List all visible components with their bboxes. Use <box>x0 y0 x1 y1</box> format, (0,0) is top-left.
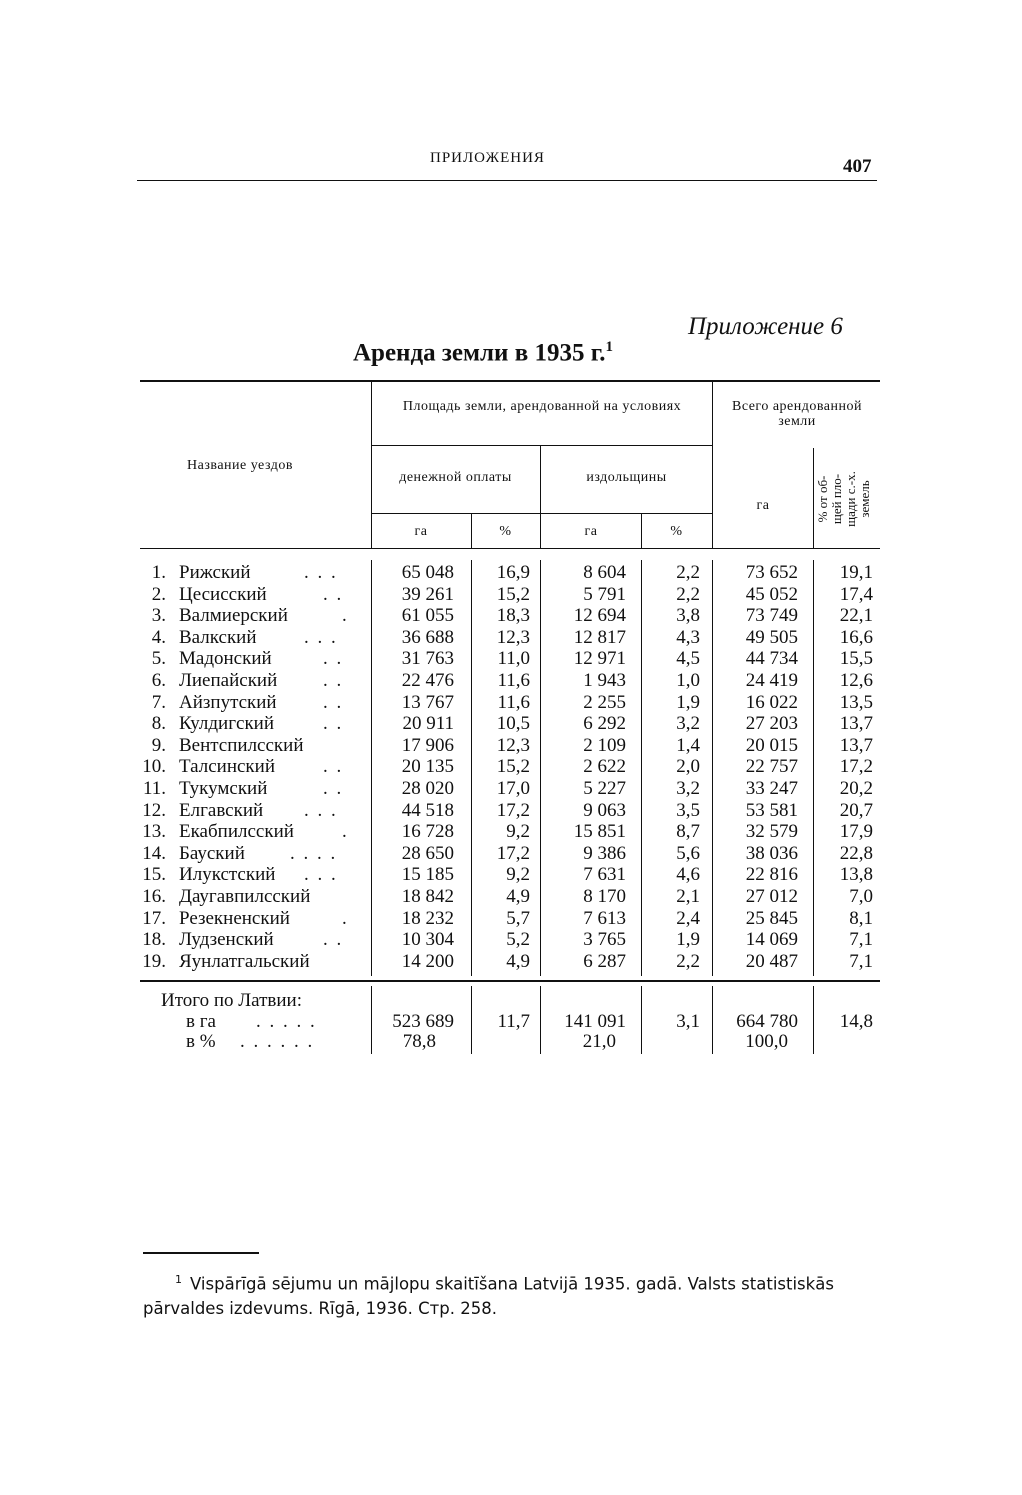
total-ha: 14 069 <box>745 929 798 951</box>
totals-pct-dots: . . . . . . <box>240 1031 315 1052</box>
leader-dots: . . . <box>304 799 338 821</box>
cash-rent-pct: 17,2 <box>496 842 530 864</box>
table-row <box>0 605 1022 627</box>
cash-rent-ha: 28 650 <box>401 842 454 864</box>
sharecropping-ha: 9 386 <box>583 842 626 864</box>
cash-rent-ha: 39 261 <box>401 583 454 605</box>
total-pct: 22,8 <box>839 842 873 864</box>
subheader-rule <box>371 513 712 514</box>
cash-rent-ha: 17 906 <box>401 734 454 756</box>
cash-rent-pct: 16,9 <box>496 562 530 583</box>
leader-dots: . . . <box>304 562 338 583</box>
table-row <box>0 735 1022 757</box>
cash-rent-ha: 20 135 <box>401 756 454 778</box>
leader-dots: . . <box>323 648 344 670</box>
leader-dots: . . <box>323 691 344 713</box>
sharecropping-ha: 2 109 <box>583 734 626 756</box>
row-number: 3. <box>151 605 166 627</box>
total-ha: 33 247 <box>745 778 798 799</box>
total-pct: 20,2 <box>839 778 873 799</box>
sharecropping-pct: 1,4 <box>676 734 700 756</box>
total-pct: 7,1 <box>849 950 873 972</box>
row-number: 6. <box>151 670 166 691</box>
table-title-text: Аренда земли в 1935 г. <box>353 339 606 367</box>
footnote-mark: 1 <box>175 1273 182 1286</box>
total-ha: 22 757 <box>745 756 798 778</box>
total-ha: 20 015 <box>745 734 798 756</box>
sharecropping-ha: 15 851 <box>573 821 626 843</box>
sharecropping-ha: 12 971 <box>573 648 626 670</box>
sharecropping-pct: 2,0 <box>676 756 700 778</box>
total-ha: 27 203 <box>745 713 798 735</box>
header-total-ha: га <box>756 498 770 513</box>
row-number: 15. <box>142 864 166 886</box>
district-name: Рижский <box>179 562 251 583</box>
cash-rent-ha: 13 767 <box>401 691 454 713</box>
cash-rent-pct: 11,6 <box>497 691 530 713</box>
total-ha: 73 749 <box>745 605 798 627</box>
header-share-pct: % <box>670 524 683 539</box>
row-number: 16. <box>142 886 166 907</box>
district-name: Яунлатгальский <box>179 950 310 972</box>
totals-label <box>0 990 1022 1012</box>
leader-dots: . . <box>323 756 344 778</box>
table-row <box>0 778 1022 800</box>
cash-rent-pct: 5,2 <box>506 929 530 951</box>
row-number: 2. <box>151 583 166 605</box>
district-name: Кулдигский <box>179 713 275 735</box>
table-title <box>353 339 613 367</box>
cash-rent-pct: 9,2 <box>506 821 530 843</box>
totals-total-ha: 664 780 <box>736 1011 798 1032</box>
row-number: 9. <box>151 734 166 756</box>
total-ha: 24 419 <box>745 670 798 691</box>
sharecropping-pct: 2,2 <box>676 950 700 972</box>
cash-rent-pct: 17,2 <box>496 799 530 821</box>
total-ha: 20 487 <box>745 950 798 972</box>
totals-share-ha: 141 091 <box>564 1011 626 1032</box>
leader-dots: . . <box>323 583 344 605</box>
cash-rent-pct: 12,3 <box>496 734 530 756</box>
row-number: 18. <box>142 929 166 951</box>
cash-rent-pct: 10,5 <box>496 713 530 735</box>
totals-cash-share: 78,8 <box>402 1031 436 1052</box>
page-number: 407 <box>843 156 872 177</box>
table-row <box>0 864 1022 886</box>
total-pct: 13,7 <box>839 713 873 735</box>
sharecropping-pct: 1,0 <box>676 670 700 691</box>
sharecropping-ha: 12 817 <box>573 626 626 648</box>
sharecropping-pct: 3,8 <box>676 605 700 627</box>
row-number: 8. <box>151 713 166 735</box>
district-name: Валмиерский <box>179 605 288 627</box>
header-total-group: Всего арендованной земли <box>732 399 862 429</box>
sharecropping-ha: 12 694 <box>573 605 626 627</box>
table-row <box>0 692 1022 714</box>
total-pct: 7,1 <box>849 929 873 951</box>
district-name: Тукумский <box>179 778 268 799</box>
leader-dots: . . . <box>304 626 338 648</box>
district-name: Елгавский <box>179 799 264 821</box>
sharecropping-pct: 3,2 <box>676 778 700 799</box>
header-cash-rent: денежной оплаты <box>399 470 512 485</box>
sharecropping-pct: 8,7 <box>676 821 700 843</box>
leader-dots: . . <box>323 670 344 691</box>
totals-row-ha <box>0 1011 1022 1033</box>
cash-rent-pct: 5,7 <box>506 907 530 929</box>
total-pct: 7,0 <box>849 886 873 907</box>
sharecropping-ha: 7 631 <box>583 864 626 886</box>
sharecropping-ha: 3 765 <box>583 929 626 951</box>
cash-rent-ha: 18 232 <box>401 907 454 929</box>
sharecropping-pct: 1,9 <box>676 691 700 713</box>
footnote-text: Vispārīgā sējumu un mājlopu skaitīšana Latvijā 1935. gadā. Valsts statistiskās pārvaldes izdevums. Rīgā, 1936. Стр. 258. <box>143 1274 834 1318</box>
row-number: 12. <box>142 799 166 821</box>
sharecropping-pct: 2,4 <box>676 907 700 929</box>
table-top-rule <box>140 380 880 382</box>
total-pct: 17,9 <box>839 821 873 843</box>
totals-cash-ha: 523 689 <box>392 1011 454 1032</box>
cash-rent-ha: 10 304 <box>401 929 454 951</box>
appendix-label: Приложение 6 <box>688 313 843 340</box>
sharecropping-ha: 5 227 <box>583 778 626 799</box>
table-row <box>0 562 1022 584</box>
sharecropping-pct: 5,6 <box>676 842 700 864</box>
sharecropping-ha: 2 255 <box>583 691 626 713</box>
cash-rent-ha: 28 020 <box>401 778 454 799</box>
table-row <box>0 713 1022 735</box>
cash-rent-ha: 18 842 <box>401 886 454 907</box>
row-number: 5. <box>151 648 166 670</box>
table-row <box>0 584 1022 606</box>
sharecropping-pct: 1,9 <box>676 929 700 951</box>
cash-rent-pct: 4,9 <box>506 950 530 972</box>
district-name: Айзпутский <box>179 691 277 713</box>
total-ha: 22 816 <box>745 864 798 886</box>
table-row <box>0 886 1022 908</box>
header-total-pct <box>812 453 876 545</box>
totals-cash-pct: 11,7 <box>497 1011 530 1032</box>
district-name: Вентспилсский <box>179 734 304 756</box>
sharecropping-pct: 4,6 <box>676 864 700 886</box>
total-pct: 19,1 <box>839 562 873 583</box>
totals-share-share: 21,0 <box>582 1031 616 1052</box>
cash-rent-pct: 11,0 <box>497 648 530 670</box>
total-pct: 13,8 <box>839 864 873 886</box>
total-pct: 15,5 <box>839 648 873 670</box>
footnote-rule <box>143 1252 259 1254</box>
row-number: 14. <box>142 842 166 864</box>
footnote <box>143 1268 883 1321</box>
district-name: Лудзенский <box>179 929 274 951</box>
district-name: Лиепайский <box>179 670 278 691</box>
total-pct: 12,6 <box>839 670 873 691</box>
sharecropping-pct: 3,2 <box>676 713 700 735</box>
total-pct: 17,4 <box>839 583 873 605</box>
totals-pct-label: в % <box>186 1031 216 1052</box>
sharecropping-pct: 2,2 <box>676 562 700 583</box>
header-district-name: Название уездов <box>187 458 293 473</box>
group-header-rule <box>371 445 712 446</box>
cash-rent-ha: 44 518 <box>401 799 454 821</box>
table-row <box>0 843 1022 865</box>
total-ha: 45 052 <box>745 583 798 605</box>
total-pct: 22,1 <box>839 605 873 627</box>
cash-rent-ha: 22 476 <box>401 670 454 691</box>
total-ha: 73 652 <box>745 562 798 583</box>
cash-rent-pct: 11,6 <box>497 670 530 691</box>
table-row <box>0 929 1022 951</box>
total-pct: 13,5 <box>839 691 873 713</box>
totals-label-text: Итого по Латвии: <box>161 990 302 1011</box>
leader-dots: . . . . <box>290 842 338 864</box>
running-head: ПРИЛОЖЕНИЯ <box>430 150 545 166</box>
cash-rent-pct: 4,9 <box>506 886 530 907</box>
cash-rent-pct: 12,3 <box>496 626 530 648</box>
total-pct: 13,7 <box>839 734 873 756</box>
district-name: Валкский <box>179 626 257 648</box>
cash-rent-ha: 20 911 <box>402 713 454 735</box>
cash-rent-ha: 65 048 <box>401 562 454 583</box>
table-row <box>0 670 1022 692</box>
leader-dots: . <box>342 907 349 929</box>
sharecropping-ha: 6 292 <box>583 713 626 735</box>
title-footnote-mark: 1 <box>605 339 613 355</box>
sharecropping-ha: 5 791 <box>583 583 626 605</box>
row-number: 11. <box>142 778 166 799</box>
cash-rent-pct: 9,2 <box>506 864 530 886</box>
row-number: 13. <box>142 821 166 843</box>
totals-ha-label: в га <box>186 1011 216 1032</box>
sharecropping-pct: 3,5 <box>676 799 700 821</box>
sharecropping-ha: 9 063 <box>583 799 626 821</box>
district-name: Илукстский <box>179 864 276 886</box>
sharecropping-ha: 8 170 <box>583 886 626 907</box>
cash-rent-ha: 16 728 <box>401 821 454 843</box>
sharecropping-ha: 1 943 <box>583 670 626 691</box>
cash-rent-ha: 31 763 <box>401 648 454 670</box>
total-ha: 27 012 <box>745 886 798 907</box>
total-ha: 32 579 <box>745 821 798 843</box>
total-pct: 20,7 <box>839 799 873 821</box>
totals-total-pct: 14,8 <box>839 1011 873 1032</box>
cash-rent-pct: 17,0 <box>496 778 530 799</box>
district-name: Резекненский <box>179 907 290 929</box>
leader-dots: . . <box>323 929 344 951</box>
cash-rent-pct: 18,3 <box>496 605 530 627</box>
cash-rent-ha: 61 055 <box>401 605 454 627</box>
row-number: 4. <box>151 626 166 648</box>
total-ha: 44 734 <box>745 648 798 670</box>
cash-rent-pct: 15,2 <box>496 756 530 778</box>
leader-dots: . <box>342 605 349 627</box>
total-ha: 38 036 <box>745 842 798 864</box>
header-share-ha: га <box>584 524 598 539</box>
sharecropping-pct: 2,1 <box>676 886 700 907</box>
header-cash-pct: % <box>499 524 512 539</box>
header-bottom-rule <box>140 548 880 549</box>
header-total-pct-text: % от об- щей пло- щади с.-х. земель <box>815 471 872 527</box>
sharecropping-ha: 8 604 <box>583 562 626 583</box>
header-cash-ha: га <box>414 524 428 539</box>
table-row <box>0 821 1022 843</box>
district-name: Екабпилсский <box>179 821 294 843</box>
row-number: 7. <box>151 691 166 713</box>
cash-rent-ha: 36 688 <box>401 626 454 648</box>
header-sharecropping: издольщины <box>586 470 667 485</box>
sharecropping-ha: 6 287 <box>583 950 626 972</box>
header-rule <box>137 180 877 181</box>
row-number: 1. <box>151 562 166 583</box>
row-number: 19. <box>142 950 166 972</box>
table-row <box>0 756 1022 778</box>
table-row <box>0 648 1022 670</box>
sharecropping-pct: 4,3 <box>676 626 700 648</box>
sharecropping-ha: 7 613 <box>583 907 626 929</box>
totals-row-pct <box>0 1031 1022 1053</box>
row-number: 10. <box>142 756 166 778</box>
sharecropping-ha: 2 622 <box>583 756 626 778</box>
total-ha: 16 022 <box>745 691 798 713</box>
total-pct: 17,2 <box>839 756 873 778</box>
header-leased-area-group: Площадь земли, арендованной на условиях <box>402 399 682 414</box>
total-pct: 8,1 <box>849 907 873 929</box>
totals-ha-dots: . . . . . <box>256 1011 317 1032</box>
total-ha: 49 505 <box>745 626 798 648</box>
table-row <box>0 800 1022 822</box>
district-name: Цесисский <box>179 583 267 605</box>
district-name: Талсинский <box>179 756 275 778</box>
totals-share-pct: 3,1 <box>676 1011 700 1032</box>
totals-rule <box>140 980 880 982</box>
leader-dots: . <box>342 821 349 843</box>
table-row <box>0 951 1022 973</box>
row-number: 17. <box>142 907 166 929</box>
vrule-b-header <box>712 382 713 548</box>
totals-total-share: 100,0 <box>745 1031 788 1052</box>
total-ha: 53 581 <box>745 799 798 821</box>
cash-rent-ha: 14 200 <box>401 950 454 972</box>
leader-dots: . . <box>323 778 344 799</box>
leader-dots: . . . <box>304 864 338 886</box>
table-row <box>0 627 1022 649</box>
total-ha: 25 845 <box>745 907 798 929</box>
cash-rent-ha: 15 185 <box>401 864 454 886</box>
district-name: Бауский <box>179 842 245 864</box>
cash-rent-pct: 15,2 <box>496 583 530 605</box>
sharecropping-pct: 2,2 <box>676 583 700 605</box>
district-name: Мадонский <box>179 648 272 670</box>
total-pct: 16,6 <box>839 626 873 648</box>
table-row <box>0 908 1022 930</box>
sharecropping-pct: 4,5 <box>676 648 700 670</box>
district-name: Даугавпилсский <box>179 886 311 907</box>
leader-dots: . . <box>323 713 344 735</box>
